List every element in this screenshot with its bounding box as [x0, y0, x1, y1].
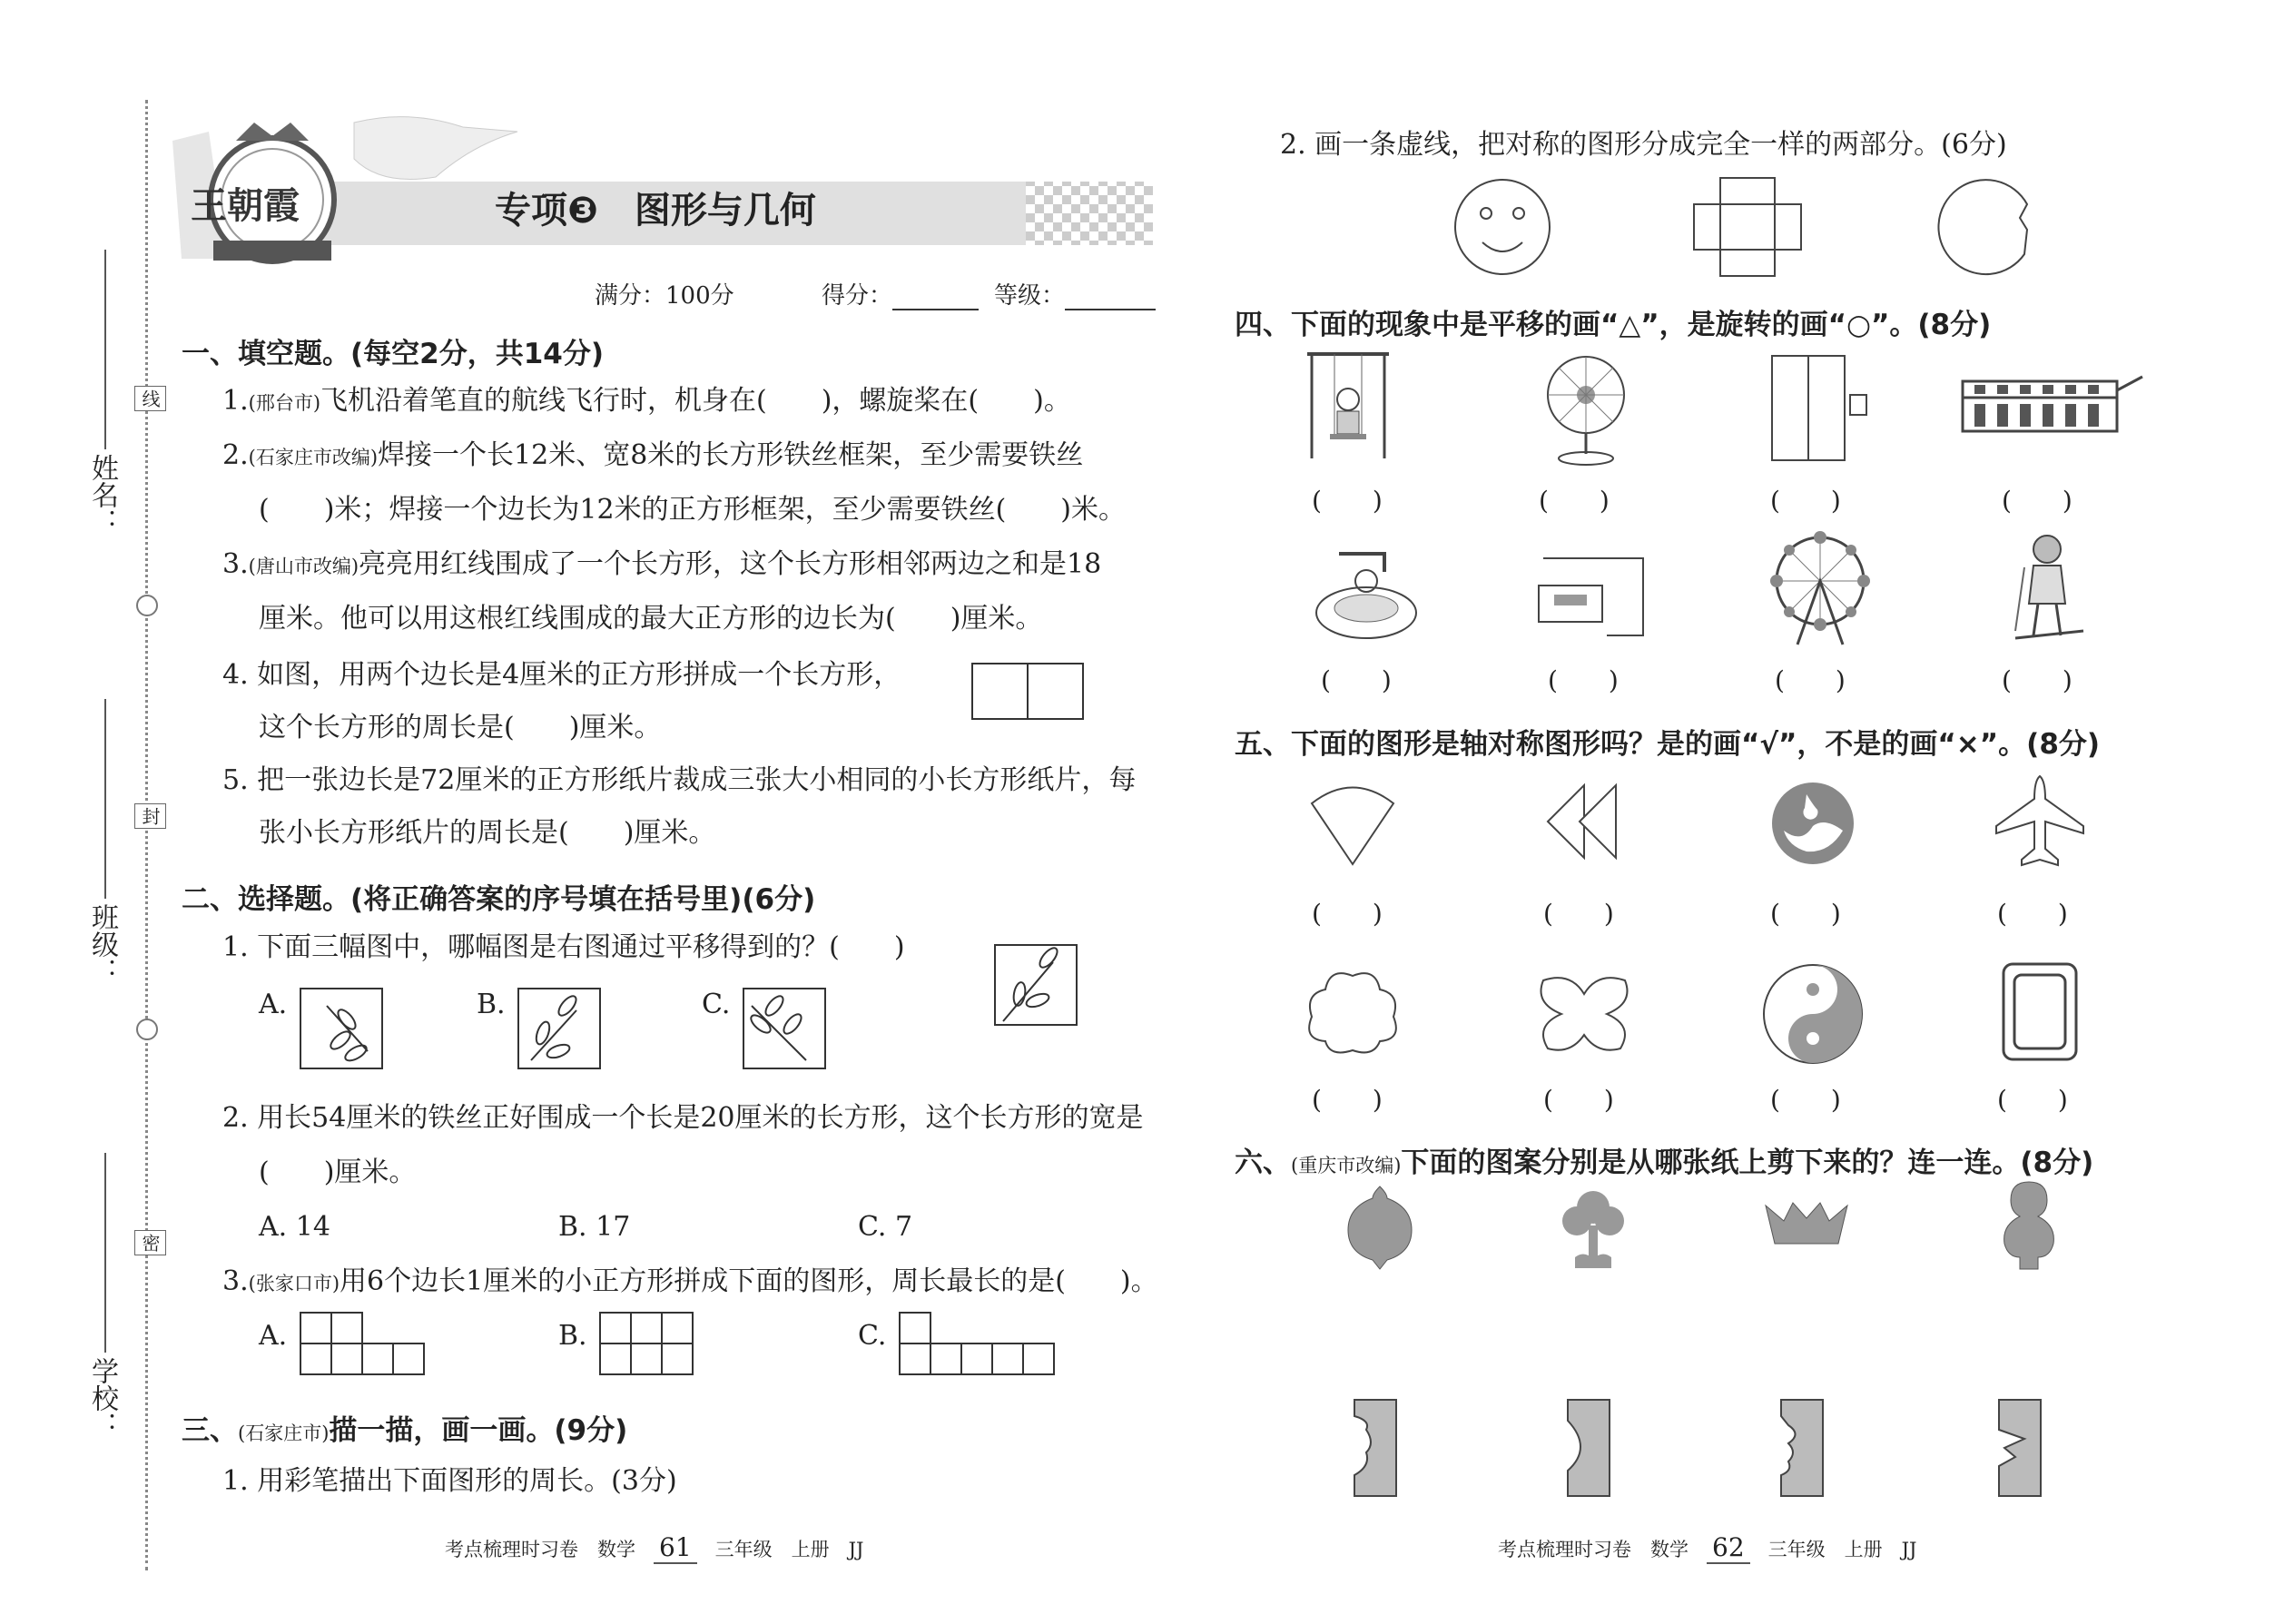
s1-q2-line2: ( )米；焊接一个边长为12米的正方形框架，至少需要铁丝( )米。 — [259, 494, 1126, 526]
double-arrow-shape — [1543, 781, 1620, 862]
s1-q5-line1: 5. 把一张边长是72厘米的正方形纸片裁成三张大小相同的小长方形纸片，每 — [222, 764, 1137, 796]
s2-q3 — [222, 1262, 1158, 1304]
answer-paren[interactable]: ( ) — [1997, 899, 2068, 929]
speech-bubble-shape[interactable] — [1929, 177, 2038, 277]
page-title: 专项❸ 图形与几何 — [495, 190, 816, 231]
q-text: 亮亮用红线围成了一个长方形，这个长方形相邻两边之和是18 — [359, 548, 1102, 580]
airplane-shape — [1993, 772, 2088, 871]
two-squares-figure — [971, 663, 1085, 722]
square-shape-a[interactable] — [300, 1312, 427, 1375]
q-number: 3. — [222, 1265, 249, 1297]
s2-q3-opt-c: C. — [858, 1320, 887, 1352]
s1-q2-line1 — [222, 436, 1083, 477]
leaf-option-b[interactable] — [517, 988, 601, 1069]
ferris-wheel-picture — [1770, 531, 1870, 649]
square-shape-c[interactable] — [899, 1312, 1058, 1375]
grade-field[interactable] — [994, 277, 1156, 310]
name-label: 姓名： — [86, 454, 118, 536]
page-number: 61 — [654, 1532, 697, 1564]
school-label: 学校： — [86, 1357, 118, 1439]
q-number: 1. — [222, 385, 249, 417]
footer-book: 考点梳理时习卷 数学 — [445, 1539, 635, 1560]
full-score: 满分：100分 — [595, 282, 734, 310]
answer-paren[interactable]: ( ) — [1775, 665, 1846, 695]
answer-paren[interactable]: ( ) — [2002, 486, 2072, 516]
s6-num: 六、 — [1235, 1147, 1291, 1179]
seal-line: 线 — [134, 386, 166, 411]
answer-paren[interactable]: ( ) — [1321, 665, 1392, 695]
leaf-option-a[interactable] — [300, 988, 383, 1069]
s2-q3-opt-b: B. — [558, 1320, 587, 1352]
footer-grade: 三年级 上册 JJ — [714, 1539, 864, 1560]
binding-dotted-line — [145, 100, 148, 1570]
seal-secret: 密 — [134, 1230, 166, 1255]
score-blank[interactable] — [892, 285, 979, 310]
answer-paren[interactable]: ( ) — [1770, 486, 1841, 516]
school-field-line[interactable] — [104, 1153, 106, 1353]
s2-q1-opt-a: A. — [259, 989, 288, 1020]
s1-q3-line2: 厘米。他可以用这根红线围成的最大正方形的边长为( )厘米。 — [259, 603, 1043, 635]
s2-q2-line2: ( )厘米。 — [259, 1156, 417, 1188]
q-number: 2. — [222, 439, 249, 471]
s2-q1: 1. 下面三幅图中，哪幅图是右图通过平移得到的？( ) — [222, 931, 905, 963]
s3-title: 描一描，画一画。(9分) — [329, 1414, 628, 1447]
class-label: 班级： — [86, 903, 118, 985]
q-source: (唐山市改编) — [248, 556, 359, 577]
score-field[interactable] — [822, 277, 979, 310]
butterfly-shape — [1534, 971, 1634, 1058]
binding-circle-2 — [136, 1019, 158, 1040]
section-1-heading: 一、填空题。(每空2分，共14分) — [182, 338, 605, 370]
swing-picture — [1303, 349, 1393, 468]
footer-grade: 三年级 上册 JJ — [1767, 1539, 1917, 1560]
section-4-heading: 四、下面的现象中是平移的画“△”，是旋转的画“○”。(8分) — [1235, 309, 1992, 341]
leaf-option-c[interactable] — [743, 988, 826, 1069]
s1-q5-line2: 张小长方形纸片的周长是( )厘米。 — [259, 817, 716, 849]
flower-shape — [1303, 967, 1403, 1058]
s2-q3-opt-a: A. — [259, 1320, 288, 1352]
s1-q4-line1: 4. 如图，用两个边长是4厘米的正方形拼成一个长方形， — [222, 659, 901, 691]
section-2-heading: 二、选择题。(将正确答案的序号填在括号里)(6分) — [182, 883, 816, 916]
grade-label: 等级： — [994, 282, 1066, 310]
folded-paper-4[interactable] — [1997, 1398, 2043, 1498]
page-number: 62 — [1707, 1532, 1750, 1564]
name-field-line[interactable] — [104, 250, 106, 449]
water-drop-logo-shape — [1770, 781, 1856, 867]
footer-book: 考点梳理时习卷 数学 — [1498, 1539, 1689, 1560]
class-field-line[interactable] — [104, 699, 106, 899]
answer-paren[interactable]: ( ) — [1548, 665, 1619, 695]
answer-paren[interactable]: ( ) — [1312, 1085, 1383, 1115]
s1-q3-line1 — [222, 545, 1101, 586]
q-text: 飞机沿着笔直的航线飞行时，机身在( )，螺旋桨在( )。 — [320, 385, 1071, 417]
s3-source: (石家庄市) — [238, 1422, 330, 1444]
q-text: 焊接一个长12米、宽8米的长方形铁丝框架，至少需要铁丝 — [378, 439, 1084, 471]
answer-paren[interactable]: ( ) — [1770, 899, 1841, 929]
s2-q2-opt-b: B. 17 — [558, 1211, 631, 1243]
section-3-heading — [182, 1407, 627, 1448]
score-label: 得分： — [822, 282, 893, 310]
folded-paper-3[interactable] — [1779, 1398, 1825, 1498]
s3-q2: 2. 画一条虚线，把对称的图形分成完全一样的两部分。(6分) — [1280, 129, 2007, 161]
logo-text: 王朝霞 — [191, 185, 300, 227]
leaf-reference — [994, 944, 1078, 1026]
q-text: 用6个边长1厘米的小正方形拼成下面的图形，周长最长的是( )。 — [340, 1265, 1158, 1297]
s3-q1: 1. 用彩笔描出下面图形的周长。(3分) — [222, 1465, 677, 1497]
folded-paper-2[interactable] — [1566, 1398, 1611, 1498]
q-number: 3. — [222, 548, 249, 580]
frame-shape — [2002, 962, 2079, 1062]
q-source: (张家口市) — [248, 1273, 340, 1294]
square-shape-b[interactable] — [599, 1312, 699, 1375]
answer-paren[interactable]: ( ) — [1770, 1085, 1841, 1115]
cut-pattern-1[interactable] — [1344, 1185, 1416, 1271]
q-source: (邢台市) — [248, 392, 321, 414]
cut-pattern-3[interactable] — [1761, 1198, 1852, 1248]
s2-q1-opt-b: B. — [477, 989, 506, 1020]
s2-q2-line1: 2. 用长54厘米的铁丝正好围成一个长是20厘米的长方形，这个长方形的宽是 — [222, 1102, 1144, 1134]
s2-q2-opt-a: A. 14 — [259, 1211, 330, 1243]
answer-paren[interactable]: ( ) — [1543, 1085, 1614, 1115]
answer-paren[interactable]: ( ) — [1997, 1085, 2068, 1115]
binding-circle-1 — [136, 595, 158, 616]
fan-sector-shape — [1307, 776, 1398, 867]
grade-blank[interactable] — [1065, 285, 1156, 310]
answer-paren[interactable]: ( ) — [1312, 899, 1383, 929]
fan-picture — [1543, 354, 1629, 468]
skier-picture — [2011, 531, 2088, 649]
s2-q2-opt-c: C. 7 — [858, 1211, 913, 1243]
answer-paren[interactable]: ( ) — [2002, 665, 2072, 695]
drawer-picture — [1534, 549, 1648, 640]
section-6-heading — [1235, 1139, 2093, 1180]
right-footer — [1498, 1532, 1916, 1564]
yin-yang-shape — [1761, 962, 1866, 1067]
s6-source: (重庆市改编) — [1291, 1155, 1402, 1176]
seal-seal: 封 — [134, 803, 166, 829]
cut-pattern-2[interactable] — [1557, 1185, 1629, 1271]
section-5-heading: 五、下面的图形是轴对称图形吗？是的画“√”，不是的画“×”。(8分) — [1235, 728, 2101, 761]
left-footer — [445, 1532, 863, 1564]
abacus-picture — [1961, 372, 2147, 440]
s3-num: 三、 — [182, 1414, 238, 1447]
s2-q1-opt-c: C. — [702, 989, 731, 1020]
answer-paren[interactable]: ( ) — [1312, 486, 1383, 516]
cross-shape[interactable] — [1693, 177, 1802, 277]
cut-pattern-4[interactable] — [1997, 1180, 2061, 1271]
s1-q1 — [222, 381, 1071, 423]
s1-q4-line2: 这个长方形的周长是( )厘米。 — [259, 712, 662, 743]
q-source: (石家庄市改编) — [248, 447, 379, 468]
elevator-door-picture — [1770, 354, 1870, 463]
answer-paren[interactable]: ( ) — [1543, 899, 1614, 929]
folded-paper-1[interactable] — [1353, 1398, 1398, 1498]
smiley-face-shape[interactable] — [1452, 177, 1552, 277]
answer-paren[interactable]: ( ) — [1539, 486, 1610, 516]
faucet-picture — [1312, 545, 1421, 645]
s6-title: 下面的图案分别是从哪张纸上剪下来的？连一连。(8分) — [1401, 1147, 2094, 1179]
